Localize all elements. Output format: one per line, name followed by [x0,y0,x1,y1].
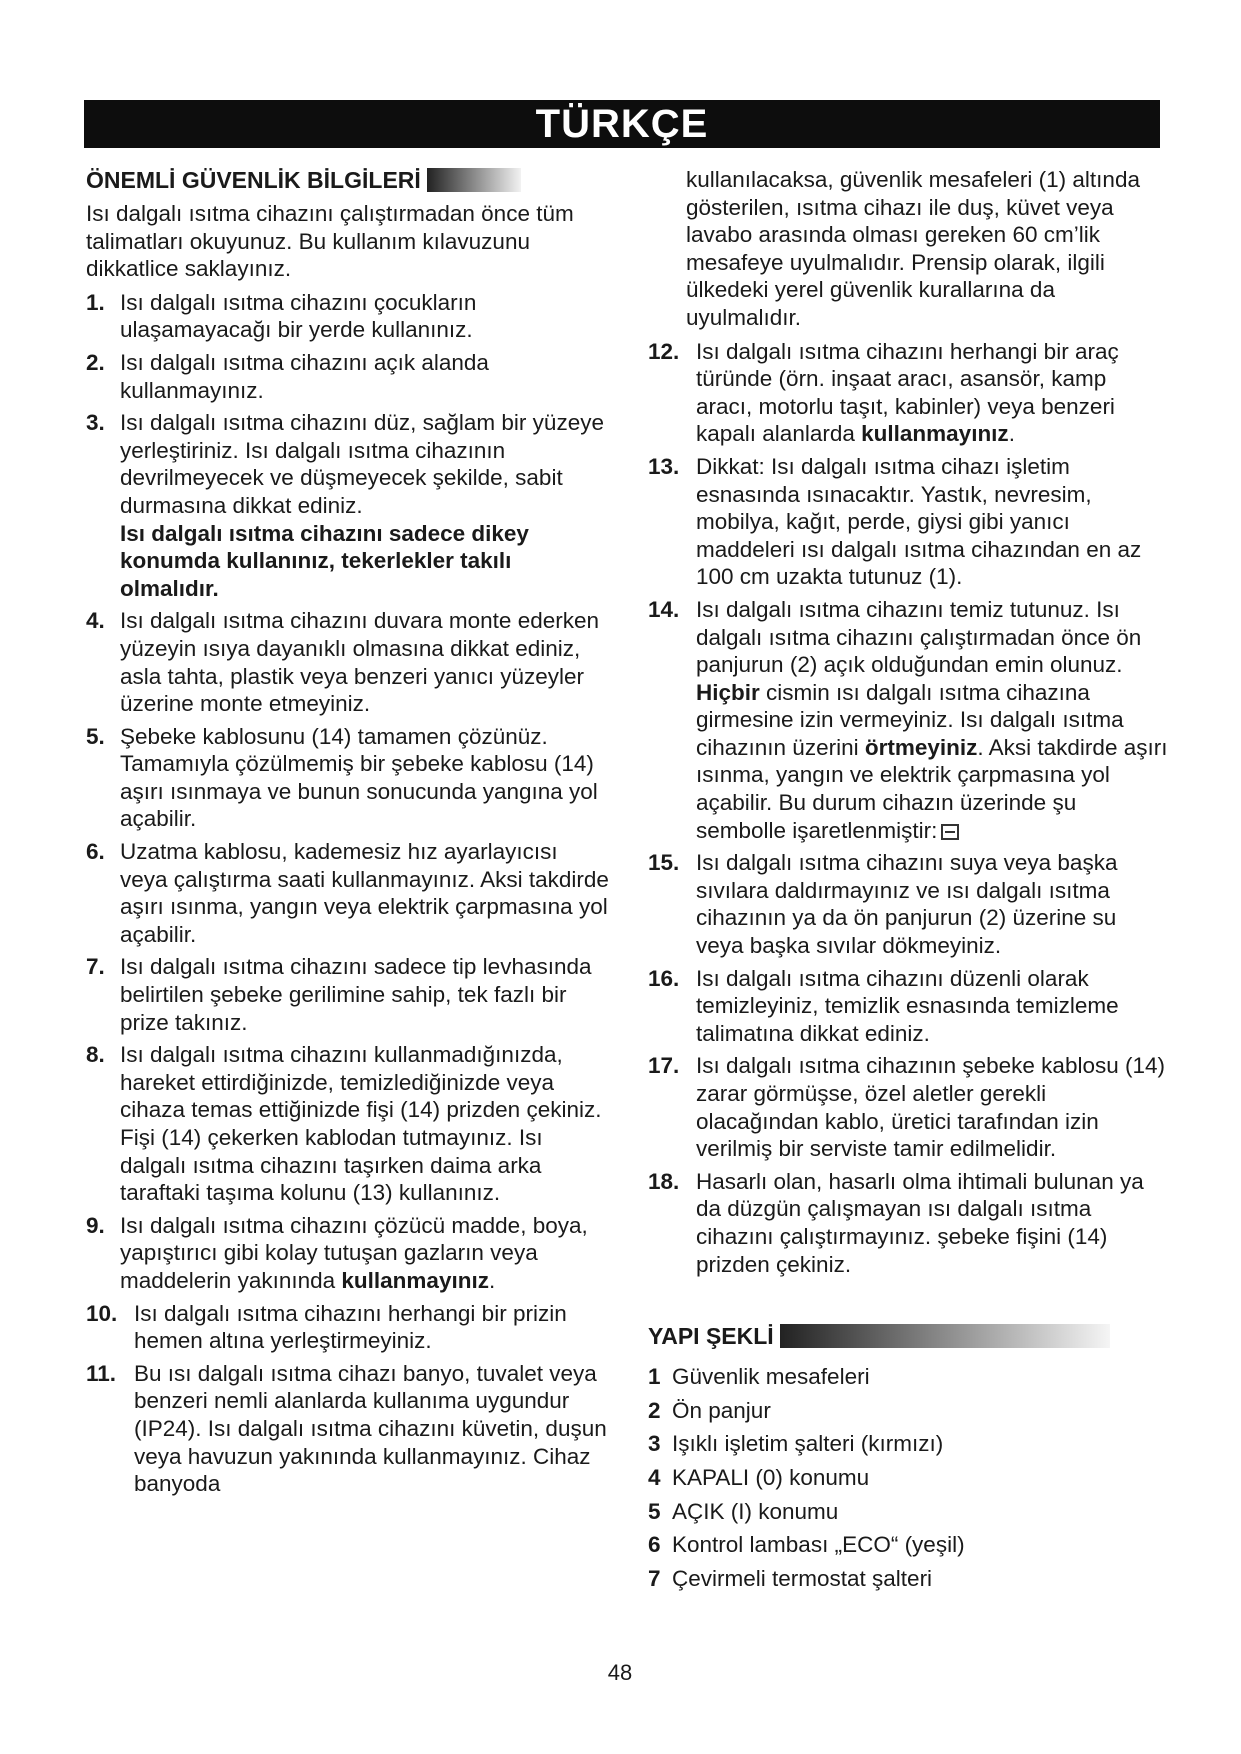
item-text: Isı dalgalı ısıtma cihazını suya veya başka sıvılara daldırmayınız ve ısı dalgalı ısıtma cihazının ya da ön panjurun (2) üzerine su veya başka sıvılar dökmeyiniz. [696,850,1118,959]
item-number: 14. [648,596,680,622]
list-item [86,953,610,1036]
left-column [86,166,610,1503]
part-item [648,1495,1168,1529]
heading-gradient-bar [780,1324,1110,1348]
part-label: Işıklı işletim şalteri (kırmızı) [672,1431,944,1457]
item-text-end: . [488,1267,496,1293]
part-item [648,1528,1168,1562]
part-label: Güvenlik mesafeleri [672,1364,870,1390]
item-bold-word: kullanmayınız [341,1267,489,1293]
item-text: Bu ısı dalgalı ısıtma cihazı banyo, tuvalet veya benzeri nemli alanlarda kullanıma uygundur (IP24). Isı dalgalı ısıtma cihazını küvetin, duşun veya havuzun yakınında kullanmayınız. Cihaz banyoda [134,1360,607,1497]
list-item [86,1360,610,1498]
list-item [86,1041,610,1207]
list-item [86,1212,610,1295]
item-number: 5. [86,723,105,749]
part-number: 2 [648,1397,661,1423]
item-text: . Aksi takdirde aşırı ısınma, yangın ve elektrik çarpmasına yol açabilir. Bu durum cihazın üzerinde şu sembolle işaretlenmiştir: [696,734,1168,843]
item-text: Isı dalgalı ısıtma cihazını açık alanda kullanmayınız. [120,349,489,403]
part-number: 6 [648,1532,661,1558]
item-text-block [120,1212,610,1295]
list-item [648,965,1168,1048]
item-bold-warning: Isı dalgalı ısıtma cihazını sadece dikey konumda kullanınız, tekerlekler takılı olmalıdır. [120,520,529,601]
safety-heading [86,166,610,194]
item-bold-word: örtmeyiniz [864,734,978,760]
item-bold-word: kullanmayınız [861,421,1009,447]
item-text: Isı dalgalı ısıtma cihazını çocukların ulaşamayacağı bir yerde kullanınız. [120,289,477,343]
list-item [86,607,610,717]
item-text: Dikkat: Isı dalgalı ısıtma cihazı işletim esnasında ısınacaktır. Yastık, nevresim, mobilya, kağıt, perde, giysi gibi yanıcı maddeleri ısı dalgalı ısıtma cihazından en az 100 cm uzakta tutunuz (1). [696,453,1142,590]
item-text: Isı dalgalı ısıtma cihazını düz, sağlam bir yüzeye yerleştiriniz. Isı dalgalı ısıtma cihazının devrilmeyecek ve düşmeyecek şekilde, sabit durmasına dikkat ediniz. [120,410,604,518]
part-label: Ön panjur [672,1397,771,1423]
item-text: Isı dalgalı ısıtma cihazını sadece tip levhasında belirtilen şebeke gerilimine sahip, tek fazlı bir prize takınız. [120,954,592,1035]
item-text: Isı dalgalı ısıtma cihazını düzenli olarak temizleyiniz, temizlik esnasında temizleme talimatına dikkat ediniz. [696,965,1119,1046]
part-label: Kontrol lambası „ECO“ (yeşil) [672,1532,965,1558]
item-text-end: . [1008,421,1015,447]
list-item [86,349,610,404]
part-number: 7 [648,1565,661,1591]
parts-heading [648,1322,1168,1350]
item-number: 12. [648,338,680,364]
item-number: 9. [86,1212,105,1238]
item-number: 8. [86,1042,105,1068]
item-text: Isı dalgalı ısıtma cihazını herhangi bir prizin hemen altına yerleştirmeyiniz. [134,1300,567,1354]
item-number: 6. [86,839,105,865]
list-item [86,1300,610,1355]
item-number: 13. [648,453,680,479]
list-item [86,723,610,833]
part-number: 4 [648,1464,661,1490]
item-number: 3. [86,410,105,436]
item-number: 10. [86,1300,118,1326]
safety-intro: Isı dalgalı ısıtma cihazını çalıştırmadan önce tüm talimatları okuyunuz. Bu kullanım kılavuzunu dikkatlice saklayınız. [86,201,574,282]
item-text-block [120,409,610,602]
list-item [648,1052,1168,1162]
item-text: Isı dalgalı ısıtma cihazını herhangi bir araç türünde (örn. inşaat aracı, asansör, kamp aracı, motorlu taşıt, kabinler) veya benzeri kapalı alanlarda [696,338,1119,447]
part-label: AÇIK (I) konumu [672,1498,839,1524]
part-item [648,1394,1168,1428]
item-text-block [696,596,1168,844]
item-bold-word: Hiçbir [696,679,760,705]
item-text: Isı dalgalı ısıtma cihazını çözücü madde, boya, yapıştırıcı gibi kolay tutuşan gazların veya maddelerin yakınında [120,1212,588,1293]
list-item [86,838,610,948]
part-item [648,1562,1168,1596]
list-item [648,596,1168,844]
item-number: 11. [86,1360,117,1386]
part-item [648,1461,1168,1495]
item-text: Hasarlı olan, hasarlı olma ihtimali bulunan ya da düzgün çalışmayan ısı dalgalı ısıtma cihazını çalıştırmayınız. şebeke fişini (14) prizden çekiniz. [696,1168,1144,1277]
part-label: KAPALI (0) konumu [672,1464,870,1490]
item-text: Isı dalgalı ısıtma cihazının şebeke kablosu (14) zarar görmüşse, özel aletler gerekli olacağından kablo, üretici tarafından izin verilmiş bir serviste tamir edilmelidir. [696,1053,1165,1162]
do-not-cover-icon [941,824,959,840]
part-number: 5 [648,1498,661,1524]
item-number: 4. [86,608,105,634]
item-11-continuation: kullanılacaksa, güvenlik mesafeleri (1) altında gösterilen, ısıtma cihazı ile duş, küvet veya lavabo arasında olması gereken 60 cm’lik mesafeye uyulmalıdır. Prensip olarak, ilgili ülkedeki yerel güvenlik kurallarına da uyulmalıdır. [686,167,1140,330]
item-text: Isı dalgalı ısıtma cihazını kullanmadığınızda, hareket ettirdiğinizde, temizlediğinizde veya cihaza temas ettiğinizde fişi (14) prizden çekiniz. Fişi (14) çekerken kablodan tutmayınız. Isı dalgalı ısıtma cihazını taşırken daima arka taraftaki taşıma kolunu (13) kullanınız. [120,1042,602,1206]
right-column [648,166,1168,1595]
item-number: 15. [648,850,680,876]
list-item [648,338,1168,448]
list-item [86,409,610,602]
item-text: cismin ısı dalgalı ısıtma cihazına girmesine izin vermeyiniz. Isı dalgalı ısıtma cihazının üzerini [696,679,1124,760]
item-text-block [696,338,1168,448]
page-number: 48 [607,1660,633,1685]
part-item [648,1360,1168,1394]
item-text: Isı dalgalı ısıtma cihazını temiz tutunuz. Isı dalgalı ısıtma cihazını çalıştırmadan önce ön panjurun (2) açık olduğundan emin olunuz. [696,596,1142,678]
item-number: 18. [648,1168,680,1194]
part-number: 3 [648,1431,661,1457]
language-banner: TÜRKÇE [84,100,1160,148]
heading-gradient-bar [427,168,521,192]
list-item [648,849,1168,959]
list-item [648,453,1168,591]
parts-heading-text: YAPI ŞEKLİ [648,1323,774,1350]
safety-heading-text: ÖNEMLİ GÜVENLİK BİLGİLERİ [86,167,421,193]
part-number: 1 [648,1364,661,1390]
item-number: 2. [86,349,105,375]
item-number: 16. [648,965,680,991]
item-text: Şebeke kablosunu (14) tamamen çözünüz. Tamamıyla çözülmemiş bir şebeke kablosu (14) aşırı ısınmaya ve bunun sonucunda yangına yol açabilir. [120,723,598,832]
part-item [648,1427,1168,1461]
item-text: Uzatma kablosu, kademesiz hız ayarlayıcısı veya çalıştırma saati kullanmayınız. Aksi takdirde aşırı ısınma, yangın veya elektrik çarpmasına yol açabilir. [120,839,609,947]
item-text: Isı dalgalı ısıtma cihazını duvara monte ederken yüzeyin ısıya dayanıklı olmasına dikkat ediniz, asla tahta, plastik veya benzeri yanıcı yüzeyler üzerine monte etmeyiniz. [120,608,600,717]
list-item [86,289,610,344]
list-item [648,1168,1168,1278]
item-number: 17. [648,1053,680,1079]
part-label: Çevirmeli termostat şalteri [672,1565,933,1591]
item-number: 7. [86,954,105,980]
item-number: 1. [86,289,105,315]
